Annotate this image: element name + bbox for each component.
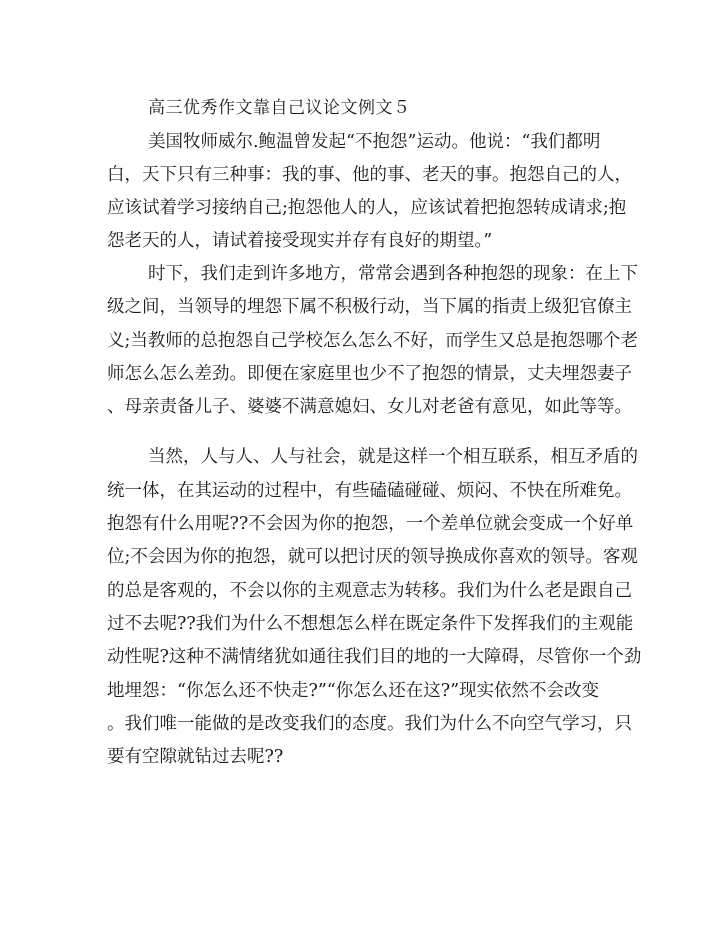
- paragraph-line: 位;不会因为你的抱怨，就可以把讨厌的领导换成你喜欢的领导。客观: [107, 547, 638, 567]
- paragraph-line: 要有空隙就钻过去呢??: [107, 747, 284, 767]
- paragraph-line: 怨老天的人，请试着接受现实并存有良好的期望。”: [107, 231, 493, 251]
- paragraph-line: 统一体，在其运动的过程中，有些磕磕碰碰、烦闷、不快在所难免。: [107, 481, 632, 501]
- paragraph-line: 师怎么怎么差劲。即便在家庭里也少不了抱怨的情景，丈夫埋怨妻子: [107, 364, 632, 384]
- paragraph-line: 义;当教师的总抱怨自己学校怎么怎么不好，而学生又总是抱怨哪个老: [107, 331, 638, 351]
- document-title: 高三优秀作文靠自己议论文例文５: [148, 98, 411, 118]
- paragraph-line: 地埋怨：“你怎么还不快走?”“你怎么还在这?”现实依然不会改变: [107, 681, 600, 701]
- paragraph-line: 当然，人与人、人与社会，就是这样一个相互联系，相互矛盾的: [148, 447, 638, 467]
- paragraph-line: 美国牧师威尔.鲍温曾发起“不抱怨”运动。他说：“我们都明: [148, 132, 601, 152]
- paragraph-line: 白，天下只有三种事：我的事、他的事、老天的事。抱怨自己的人，: [107, 165, 632, 185]
- paragraph-line: 、母亲责备儿子、婆婆不满意媳妇、女儿对老爸有意见，如此等等。: [107, 397, 632, 417]
- paragraph-line: 应该试着学习接纳自己;抱怨他人的人，应该试着把抱怨转成请求;抱: [107, 198, 627, 218]
- paragraph-line: 抱怨有什么用呢??不会因为你的抱怨，一个差单位就会变成一个好单: [107, 514, 634, 534]
- paragraph-line: 级之间，当领导的埋怨下属不积极行动，当下属的指责上级犯官僚主: [107, 297, 632, 317]
- paragraph-line: 过不去呢??我们为什么不想想怎么样在既定条件下发挥我们的主观能: [107, 614, 634, 634]
- paragraph-line: 。我们唯一能做的是改变我们的态度。我们为什么不向空气学习，只: [107, 714, 632, 734]
- paragraph-line: 动性呢?这种不满情绪犹如通往我们目的地的一大障碍，尽管你一个劲: [107, 647, 642, 667]
- paragraph-line: 时下，我们走到许多地方，常常会遇到各种抱怨的现象：在上下: [148, 264, 638, 284]
- paragraph-line: 的总是客观的，不会以你的主观意志为转移。我们为什么老是跟自己: [107, 581, 632, 601]
